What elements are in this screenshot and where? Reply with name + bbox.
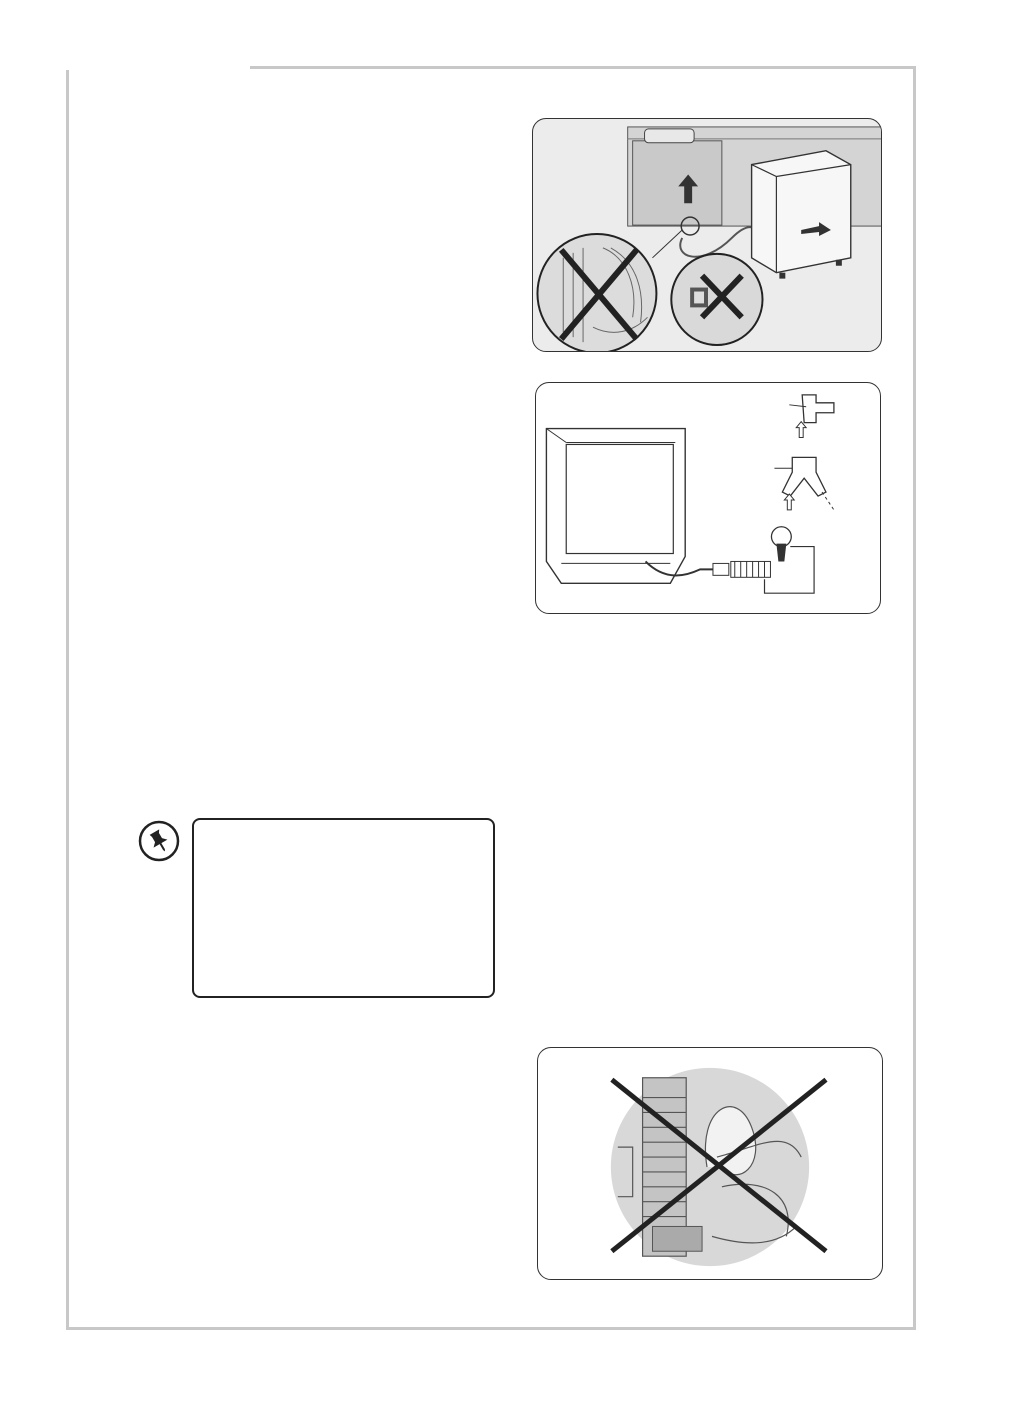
install-position-figure xyxy=(532,118,882,352)
water-connection-figure xyxy=(535,382,881,614)
frame-header-gap xyxy=(66,62,250,70)
pushpin-icon xyxy=(138,820,180,862)
kinked-hose-warning-figure xyxy=(537,1047,883,1280)
note-box xyxy=(192,818,495,998)
install-position-illustration xyxy=(533,119,881,351)
water-connection-illustration xyxy=(536,383,880,613)
kinked-hose-warning-illustration xyxy=(538,1048,882,1279)
